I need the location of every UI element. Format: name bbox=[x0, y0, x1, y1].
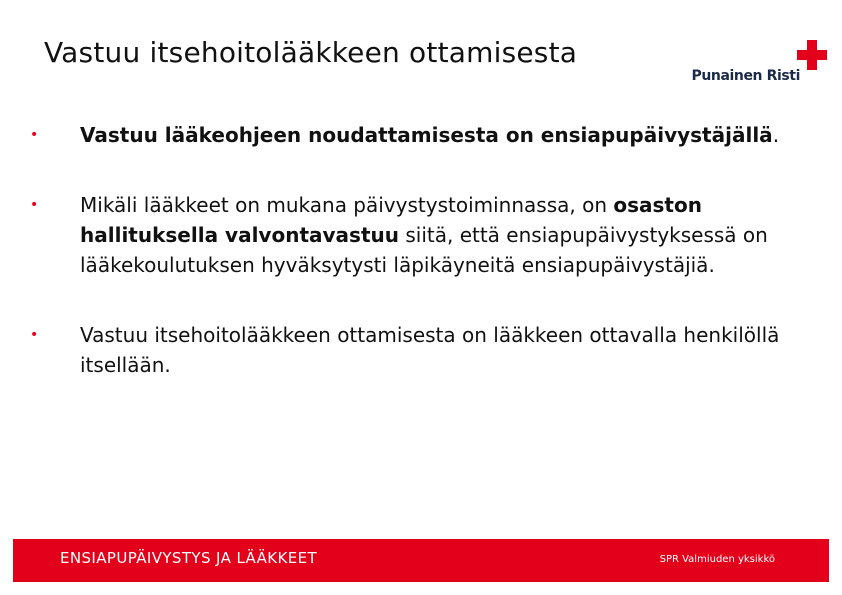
bullet-list bbox=[30, 120, 800, 380]
bullet-1-end: . bbox=[772, 123, 780, 147]
bullet-3-text: Vastuu itsehoitolääkkeen ottamisesta on lääkkeen ottavalla henkilöllä itsellään. bbox=[80, 323, 780, 377]
bullet-marker: • bbox=[30, 127, 39, 143]
bullet-item-3 bbox=[30, 320, 800, 380]
bullet-item-2 bbox=[30, 190, 800, 280]
footer-unit: SPR Valmiuden yksikkö bbox=[659, 554, 775, 565]
footer-title: ENSIAPUPÄIVYSTYS JA LÄÄKKEET bbox=[60, 549, 318, 567]
bullet-item-1 bbox=[30, 120, 800, 150]
red-cross-logo bbox=[686, 40, 831, 90]
bullet-marker: • bbox=[30, 197, 39, 213]
slide-title: Vastuu itsehoitolääkkeen ottamisesta bbox=[44, 36, 578, 69]
bullet-2-bold: osaston hallituksella valvontavastuu bbox=[80, 193, 702, 247]
logo-text: Punainen Risti bbox=[691, 68, 800, 84]
bullet-marker: • bbox=[30, 327, 39, 343]
bullet-1-bold: Vastuu lääkeohjeen noudattamisesta on ensiapupäivystäjällä bbox=[80, 123, 773, 147]
footer-bar bbox=[13, 539, 829, 582]
bullet-2-pre: Mikäli lääkkeet on mukana päivystystoiminnassa, on bbox=[80, 193, 614, 217]
red-cross-icon bbox=[797, 40, 827, 70]
bullet-2-post: siitä, että ensiapupäivystyksessä on lääkekoulutuksen hyväksytysti läpikäyneitä ensiapupäivystäjiä. bbox=[80, 223, 768, 277]
